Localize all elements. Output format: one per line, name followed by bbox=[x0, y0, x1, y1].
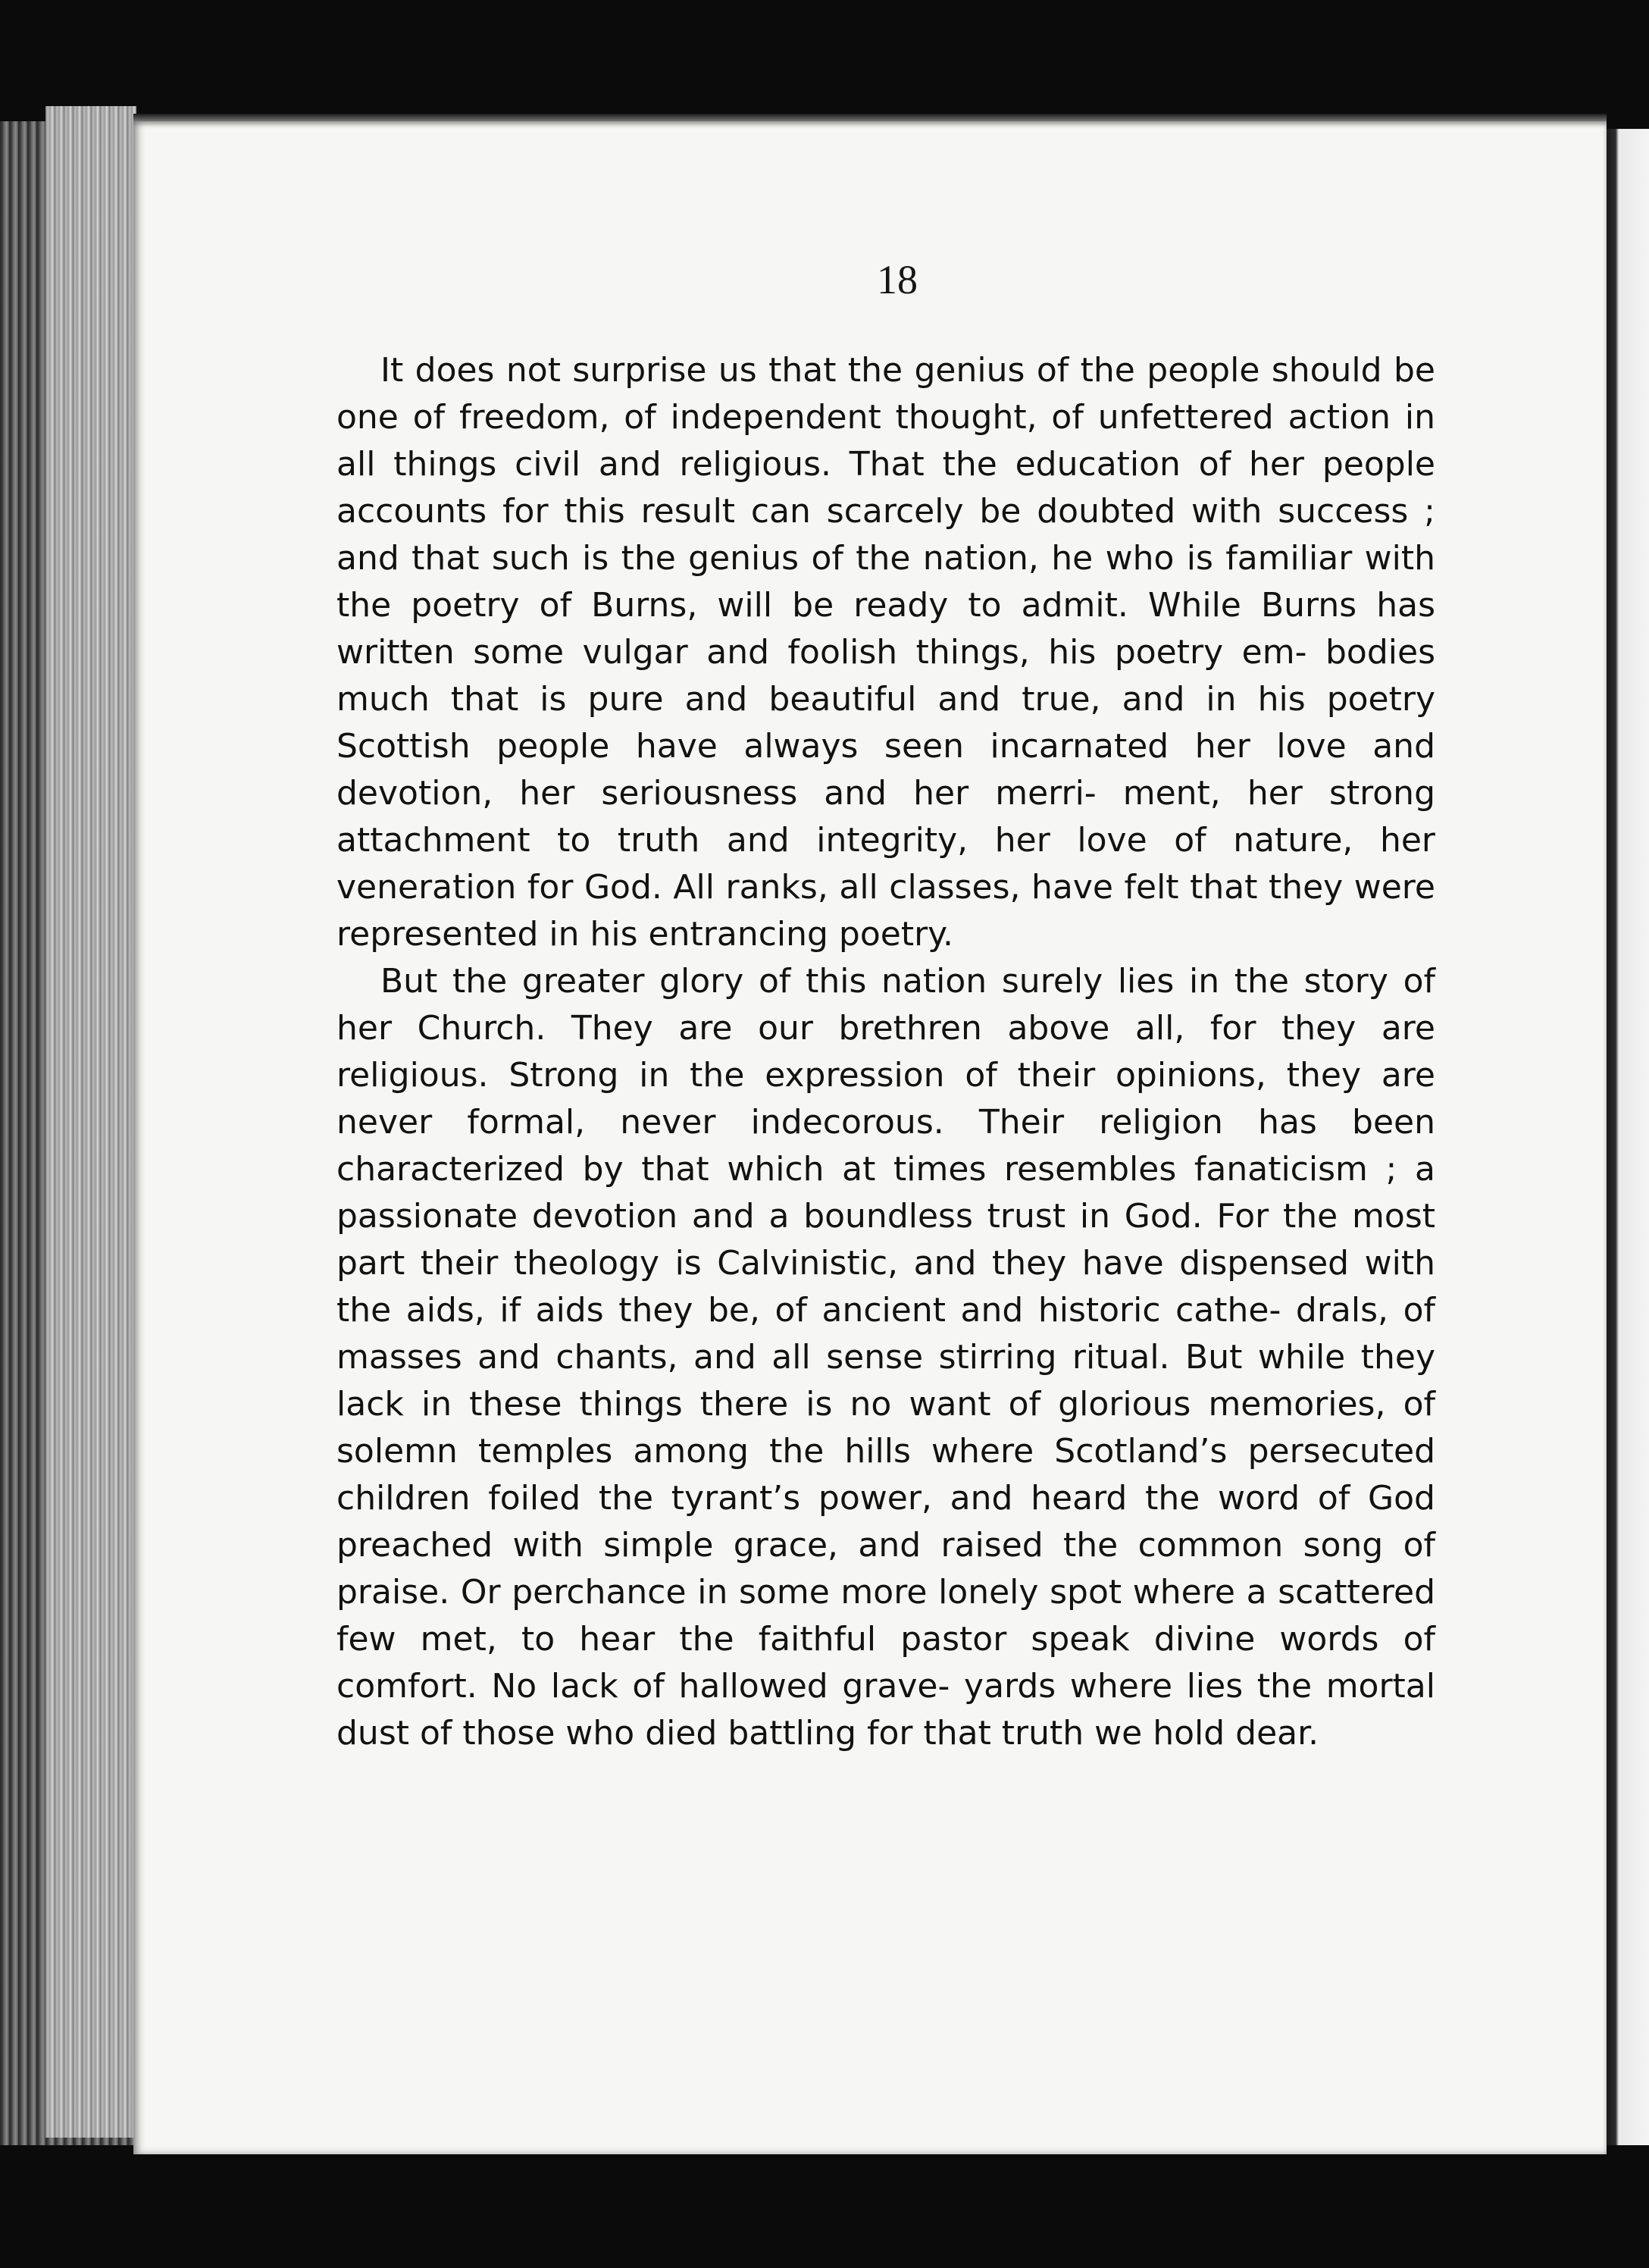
page-number: 18 bbox=[877, 257, 918, 302]
body-text bbox=[336, 347, 1435, 1757]
paragraph-1: It does not surprise us that the genius of the people should be one of freedom, of independent thought, of unfettered action in all things civil and religious. That the education of her people accounts for this result can scarcely be doubted with success ; and that such is the genius of the nation, he who is familiar with the poetry of Burns, will be ready to admit. While Burns has written some vulgar and foolish things, his poetry em- bodies much that is pure and beautiful and true, and in his poetry Scottish people have always seen incarnated her love and devotion, her seriousness and her merri- ment, her strong attachment to truth and integrity, her love of nature, her veneration for God. All ranks, all classes, have felt that they were represented in his entrancing poetry. bbox=[336, 351, 1435, 954]
paragraph-2: But the greater glory of this nation surely lies in the story of her Church. They are our brethren above all, for they are religious. Strong in the expression of their opinions, they are never formal, never indecorous. Their religion has been characterized by that which at times resembles fanaticism ; a passionate devotion and a boundless trust in God. For the most part their theology is Calvinistic, and they have dispensed with the aids, if aids they be, of ancient and historic cathe- drals, of masses and chants, and all sense stirring ritual. But while they lack in these things there is no want of glorious memories, of solemn temples among the hills where Scotland’s persecuted children foiled the tyrant’s power, and heard the word of God preached with simple grace, and raised the common song of praise. Or perchance in some more lonely spot where a scattered few met, to hear the faithful pastor speak divine words of comfort. No lack of hallowed grave- yards where lies the mortal dust of those who died battling for that truth we hold dear. bbox=[336, 962, 1435, 1753]
page-stack-edge bbox=[45, 106, 136, 2138]
facing-page-edge bbox=[1605, 129, 1649, 2145]
